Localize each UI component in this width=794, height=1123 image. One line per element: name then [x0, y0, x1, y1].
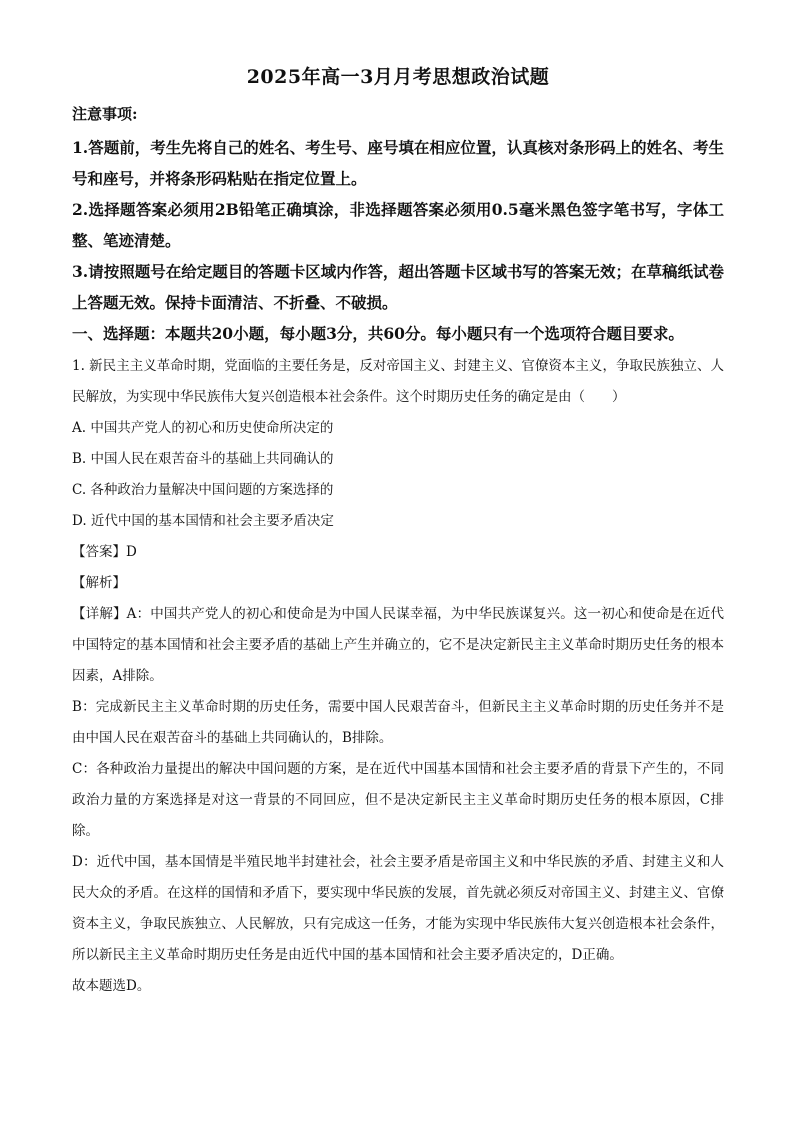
- conclusion: 故本题选D。: [72, 978, 151, 994]
- option-a: A. 中国共产党人的初心和历史使命所决定的: [72, 420, 334, 436]
- exam-page: [72, 62, 724, 1002]
- question-stem: 1. 新民主主义革命时期，党面临的主要任务是，反对帝国主义、封建主义、官僚资本主义，争取民族独立、人民解放，为实现中华民族伟大复兴创造根本社会条件。这个时期历史任务的确定是由（ ）: [72, 358, 724, 405]
- option-b: B. 中国人民在艰苦奋斗的基础上共同确认的: [72, 451, 334, 467]
- answer-line: [72, 537, 724, 568]
- answer-value: D: [126, 544, 137, 560]
- explanation-a-text: A：中国共产党人的初心和使命是为中国人民谋幸福，为中华民族谋复兴。这一初心和使命是在近代中国特定的基本国情和社会主要矛盾的基础上产生并确立的，它不是决定新民主主义革命时期历史任务的根本因素，A排除。: [72, 606, 725, 684]
- page-title: 2025年高一3月月考思想政治试题: [246, 66, 550, 88]
- explanation-d: D：近代中国，基本国情是半殖民地半封建社会，社会主要矛盾是帝国主义和中华民族的矛盾、封建主义和人民大众的矛盾。在这样的国情和矛盾下，要实现中华民族的发展，首先就必须反对帝国主义、封建主义、官僚资本主义，争取民族独立、人民解放，只有完成这一任务，才能为实现中华民族伟大复兴创造根本社会条件，所以新民主主义革命时期历史任务是由近代中国的基本国情和社会主要矛盾决定的，D正确。: [72, 854, 724, 963]
- detail-tag: 【详解】: [72, 606, 127, 622]
- section-heading: 一、选择题：本题共20小题，每小题3分，共60分。每小题只有一个选项符合题目要求。: [72, 324, 684, 343]
- notice-item-1: 1.答题前，考生先将自己的姓名、考生号、座号填在相应位置，认真核对条形码上的姓名、考生号和座号，并将条形码粘贴在指定位置上。: [72, 138, 724, 188]
- answer-tag: 【答案】: [72, 544, 126, 560]
- explanation-c: C：各种政治力量提出的解决中国问题的方案，是在近代中国基本国情和社会主要矛盾的背景下产生的，不同政治力量的方案选择是对这一背景的不同回应，但不是决定新民主主义革命时期历史任务的根本原因，C排除。: [72, 761, 724, 839]
- notice-item-3: 3.请按照题号在给定题目的答题卡区域内作答，超出答题卡区域书写的答案无效；在草稿纸试卷上答题无效。保持卡面清洁、不折叠、不破损。: [72, 262, 724, 312]
- analysis-tag: 【解析】: [72, 575, 126, 591]
- option-c: C. 各种政治力量解决中国问题的方案选择的: [72, 482, 334, 498]
- option-d: D. 近代中国的基本国情和社会主要矛盾决定: [72, 513, 334, 529]
- explanation-a: [72, 599, 724, 692]
- notice-heading: 注意事项:: [72, 105, 138, 123]
- notice-item-2: 2.选择题答案必须用2B铅笔正确填涂，非选择题答案必须用0.5毫米黑色签字笔书写，字体工整、笔迹清楚。: [72, 200, 724, 250]
- explanation-b: B：完成新民主主义革命时期的历史任务，需要中国人民艰苦奋斗，但新民主主义革命时期的历史任务并不是由中国人民在艰苦奋斗的基础上共同确认的，B排除。: [72, 699, 724, 746]
